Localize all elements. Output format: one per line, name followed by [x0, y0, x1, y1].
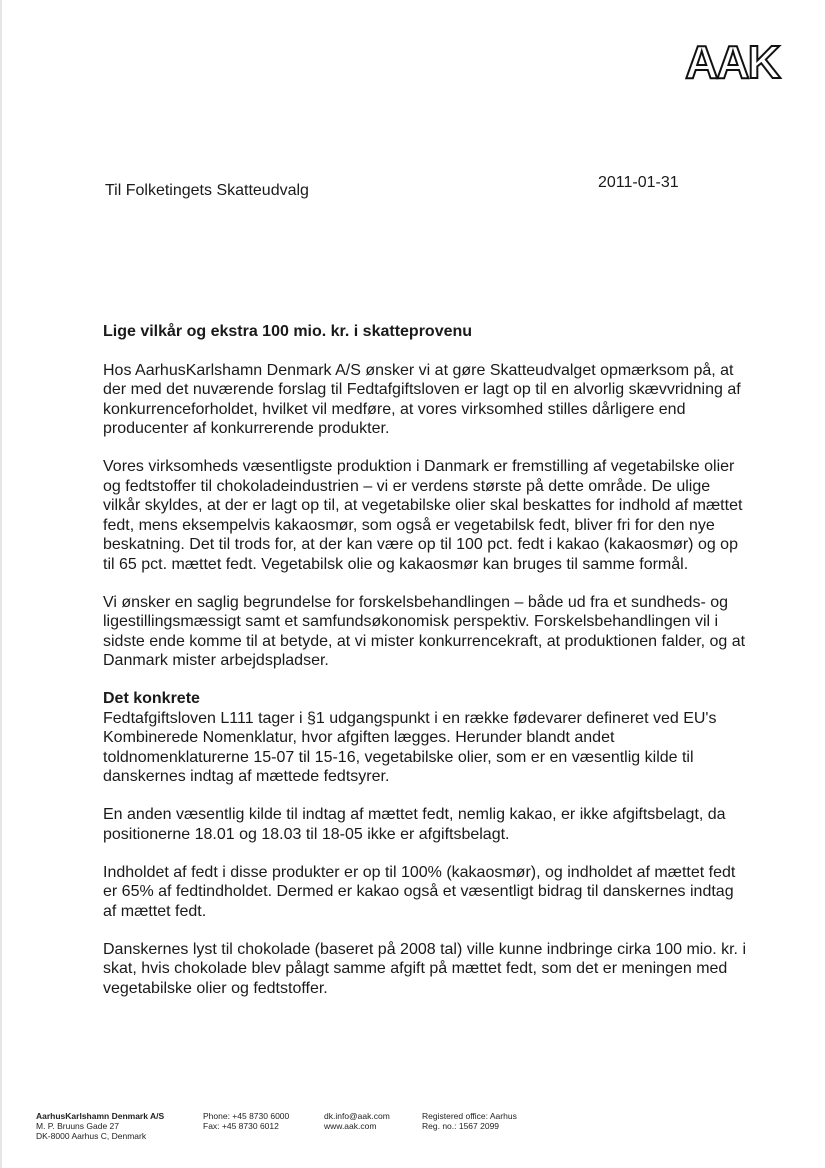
footer-address: [36, 1111, 164, 1141]
aak-logo: [676, 40, 788, 82]
letter-body: [103, 322, 748, 1017]
paragraph-2: Vores virksomheds væsentligste produktion i Danmark er fremstilling af vegetabilske olier og fedtstoffer til chokoladeindustrien – vi er verdens største på dette område. De ulige vilkår skyldes, at der er lagt op til, at vegetabilske olier skal beskattes for indhold af mættet fedt, mens eksempelvis kakaosmør, som også er vegetabilsk fedt, bliver fri for den nye beskatning. Det til trods for, at der kan være op til 100 pct. fedt i kakao (kakaosmør) og op til 65 pct. mættet fedt. Vegetabilsk olie og kakaosmør kan bruges til samme formål.: [103, 458, 743, 573]
footer-reg-no: Reg. no.: 1567 2099: [422, 1121, 500, 1131]
section-paragraph-1: Fedtafgiftsloven L111 tager i §1 udgangspunkt i en række fødevarer defineret ved EU's Kombinerede Nomenklatur, hvor afgiften lægges. Herunder blandt andet toldnomenklaturerne 15-07 til 15-16, vegetabilske olier, som er en væsentlig kilde til danskernes indtag af mættede fedtsyrer.: [103, 709, 717, 785]
logo-text: AAK: [685, 40, 779, 82]
letter-date: 2011-01-31: [598, 174, 679, 191]
recipient: Til Folketingets Skatteudvalg: [105, 182, 309, 199]
section-heading: Det konkrete: [103, 690, 200, 707]
section-paragraph-3: Indholdet af fedt i disse produkter er op til 100% (kakaosmør), og indholdet af mættet fedt er 65% af fedtindholdet. Dermed er kakao også et væsentligt bidrag til danskernes indtag af mættet fedt.: [103, 863, 736, 920]
subject-line: Lige vilkår og ekstra 100 mio. kr. i skatteprovenu: [103, 323, 473, 340]
footer-website: www.aak.com: [324, 1121, 377, 1131]
footer-registration: [422, 1111, 517, 1131]
paragraph-1: Hos AarhusKarlshamn Denmark A/S ønsker vi at gøre Skatteudvalget opmærksom på, at der med det nuværende forslag til Fedtafgiftsloven er lagt op til en alvorlig skævvridning af konkurrenceforholdet, hvilket vil medføre, at vores virksomhed stilles dårligere end producenter af konkurrerende produkter.: [103, 361, 741, 437]
footer-phone-fax: [203, 1111, 289, 1131]
footer-street: M. P. Bruuns Gade 27: [36, 1121, 120, 1131]
footer-phone: Phone: +45 8730 6000: [203, 1111, 290, 1121]
footer-fax: Fax: +45 8730 6012: [203, 1121, 279, 1131]
scan-edge: [0, 0, 2, 1168]
footer-contact: [324, 1111, 390, 1131]
paragraph-3: Vi ønsker en saglig begrundelse for forskelsbehandlingen – både ud fra et sundheds- og ligestillingsmæssigt samt et samfundsøkonomisk perspektiv. Forskelsbehandlingen vil i sidste ende komme til at betyde, at vi mister konkurrencekraft, at produktionen falder, og at Danmark mister arbejdspladser.: [103, 593, 746, 669]
footer-company: AarhusKarlshamn Denmark A/S: [36, 1111, 165, 1121]
footer-registered-office: Registered office: Aarhus: [422, 1111, 517, 1121]
footer-city: DK-8000 Aarhus C, Denmark: [36, 1131, 147, 1141]
footer-email: dk.info@aak.com: [324, 1111, 390, 1121]
section-paragraph-4: Danskernes lyst til chokolade (baseret på 2008 tal) ville kunne indbringe cirka 100 mio. kr. i skat, hvis chokolade blev pålagt samme afgift på mættet fedt, som det er meningen med vegetabilske olier og fedtstoffer.: [103, 940, 746, 997]
section-paragraph-2: En anden væsentlig kilde til indtag af mættet fedt, nemlig kakao, er ikke afgiftsbelagt, da positionerne 18.01 og 18.03 til 18-05 ikke er afgiftsbelagt.: [103, 806, 726, 843]
